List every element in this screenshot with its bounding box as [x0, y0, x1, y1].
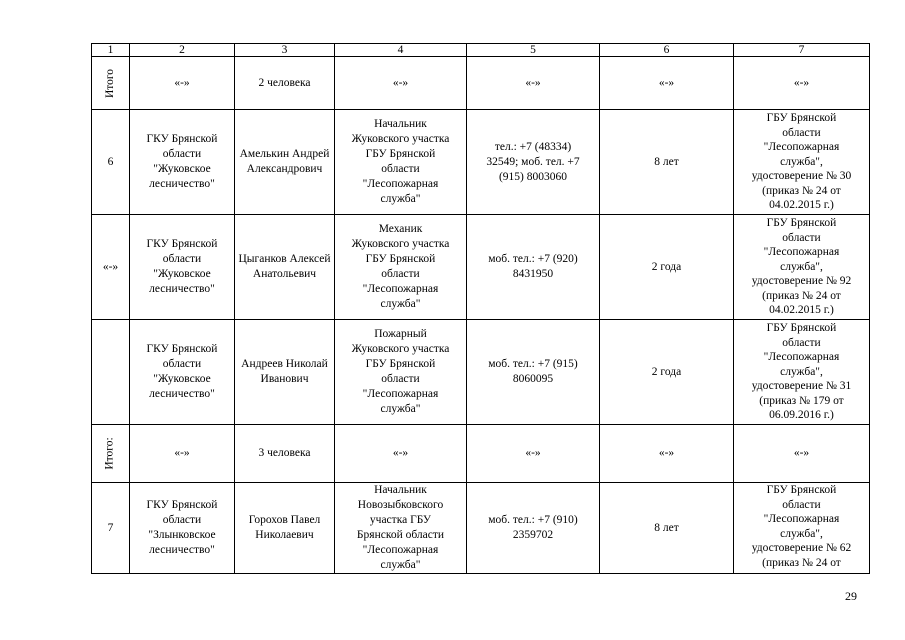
- header-cell: 2: [130, 44, 235, 57]
- header-cell: 1: [92, 44, 130, 57]
- cell: «-»: [600, 425, 734, 483]
- forestry-cell: ГКУ Брянской области "Жуковское лесничество": [130, 215, 235, 320]
- row-number-cell: [92, 320, 130, 425]
- name-cell: Цыганков Алексей Анатольевич: [235, 215, 335, 320]
- header-cell: 4: [335, 44, 467, 57]
- header-cell: 5: [467, 44, 600, 57]
- forestry-cell: ГКУ Брянской области "Жуковское лесничество": [130, 110, 235, 215]
- total-label-cell: [92, 57, 130, 110]
- certificate-cell: ГБУ Брянской области "Лесопожарная служба", удостоверение № 92 (приказ № 24 от 04.02.2015 г.): [734, 215, 870, 320]
- header-cell: 7: [734, 44, 870, 57]
- cell: «-»: [130, 425, 235, 483]
- phone-cell: моб. тел.: +7 (910) 2359702: [467, 483, 600, 574]
- cell: «-»: [467, 57, 600, 110]
- total-label: Итого: [103, 68, 116, 98]
- experience-cell: 8 лет: [600, 110, 734, 215]
- header-cell: 3: [235, 44, 335, 57]
- certificate-cell: ГБУ Брянской области "Лесопожарная служба", удостоверение № 31 (приказ № 179 от 06.09.2016 г.): [734, 320, 870, 425]
- phone-cell: моб. тел.: +7 (920) 8431950: [467, 215, 600, 320]
- cell: 3 человека: [235, 425, 335, 483]
- name-cell: Амелькин Андрей Александрович: [235, 110, 335, 215]
- person-row: [92, 215, 870, 320]
- cell: «-»: [335, 57, 467, 110]
- cell: 2 человека: [235, 57, 335, 110]
- row-number-cell: 7: [92, 483, 130, 574]
- total-label-cell: [92, 425, 130, 483]
- page-number: 29: [845, 589, 857, 603]
- name-cell: Андреев Николай Иванович: [235, 320, 335, 425]
- cell: «-»: [600, 57, 734, 110]
- header-cell: 6: [600, 44, 734, 57]
- person-row: [92, 110, 870, 215]
- total-row: [92, 425, 870, 483]
- total-row: [92, 57, 870, 110]
- position-cell: Пожарный Жуковского участка ГБУ Брянской области "Лесопожарная служба": [335, 320, 467, 425]
- personnel-table: [91, 43, 870, 574]
- row-number-cell: 6: [92, 110, 130, 215]
- experience-cell: 8 лет: [600, 483, 734, 574]
- person-row: [92, 320, 870, 425]
- position-cell: Механик Жуковского участка ГБУ Брянской области "Лесопожарная служба": [335, 215, 467, 320]
- experience-cell: 2 года: [600, 320, 734, 425]
- certificate-cell: ГБУ Брянской области "Лесопожарная служба", удостоверение № 62 (приказ № 24 от: [734, 483, 870, 574]
- phone-cell: тел.: +7 (48334) 32549; моб. тел. +7 (915) 8003060: [467, 110, 600, 215]
- position-cell: Начальник Жуковского участка ГБУ Брянской области "Лесопожарная служба": [335, 110, 467, 215]
- name-cell: Горохов Павел Николаевич: [235, 483, 335, 574]
- forestry-cell: ГКУ Брянской области "Злынковское лесничество": [130, 483, 235, 574]
- cell: «-»: [130, 57, 235, 110]
- cell: «-»: [734, 57, 870, 110]
- position-cell: Начальник Новозыбковского участка ГБУ Брянской области "Лесопожарная служба": [335, 483, 467, 574]
- cell: «-»: [734, 425, 870, 483]
- total-label: Итого:: [104, 437, 116, 470]
- forestry-cell: ГКУ Брянской области "Жуковское лесничество": [130, 320, 235, 425]
- certificate-cell: ГБУ Брянской области "Лесопожарная служба", удостоверение № 30 (приказ № 24 от 04.02.2015 г.): [734, 110, 870, 215]
- person-row: [92, 483, 870, 574]
- phone-cell: моб. тел.: +7 (915) 8060095: [467, 320, 600, 425]
- cell: «-»: [335, 425, 467, 483]
- experience-cell: 2 года: [600, 215, 734, 320]
- cell: «-»: [467, 425, 600, 483]
- table-body: [92, 44, 870, 574]
- header-row: [92, 44, 870, 57]
- row-number-cell: «-»: [92, 215, 130, 320]
